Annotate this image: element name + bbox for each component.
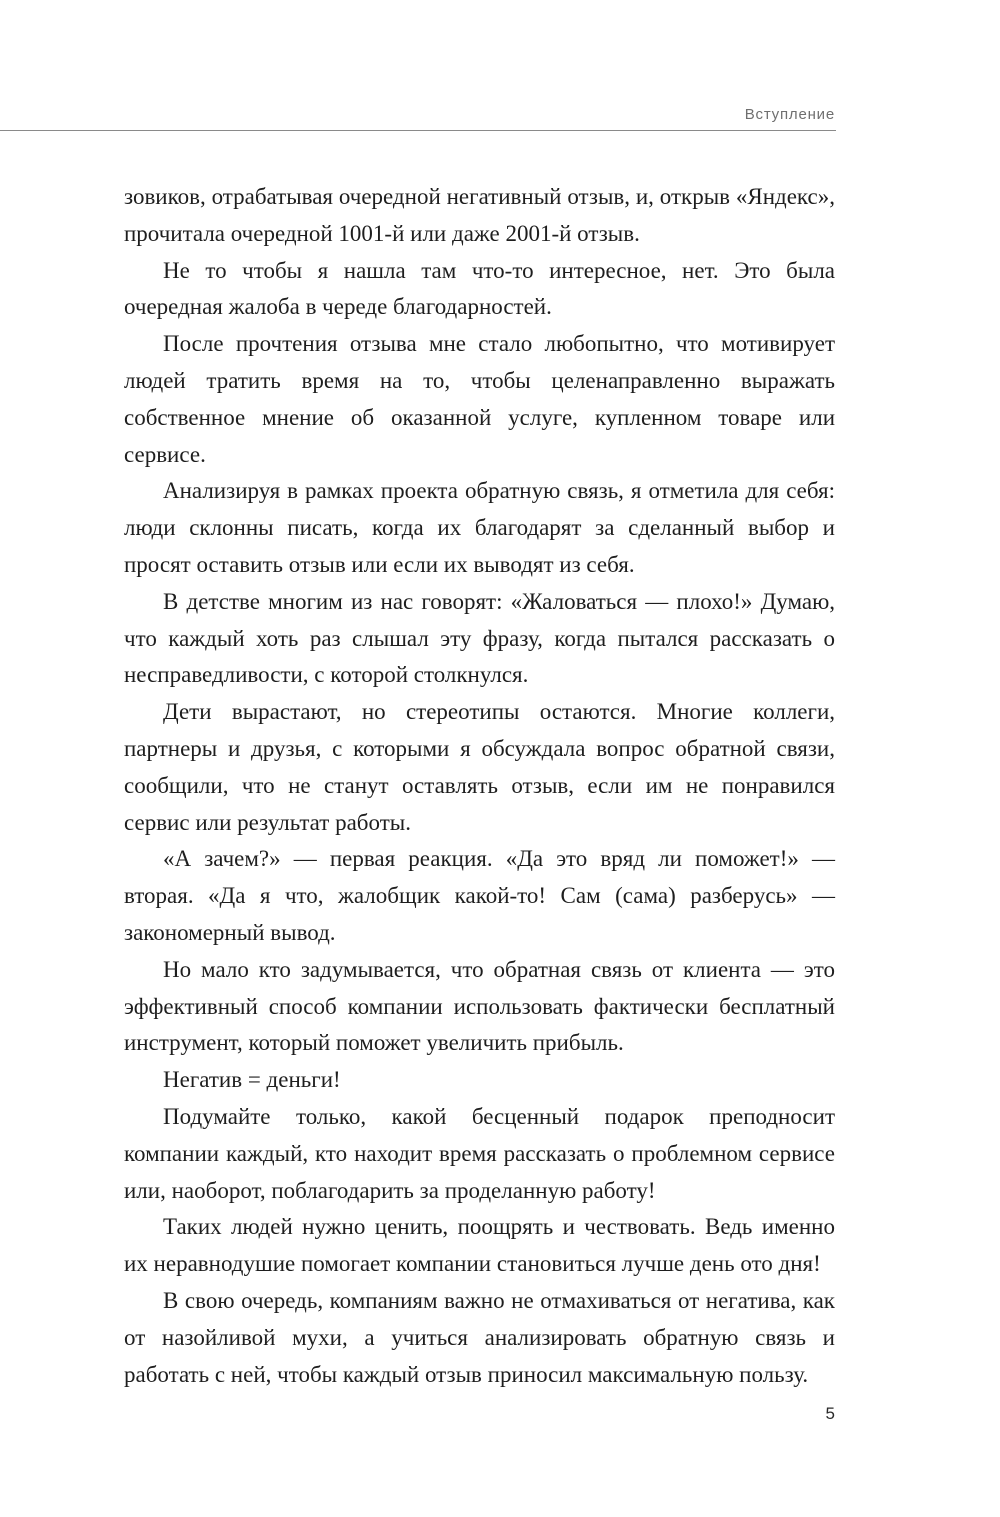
body-text bbox=[124, 179, 835, 1393]
paragraph: Дети вырастают, но стереотипы остаются. Многие коллеги, партнеры и друзья, с которыми я обсуждала вопрос обратной связи, сообщили, что не станут оставлять отзыв, если им не понравился сервис или результат работы. bbox=[124, 699, 835, 835]
page-number: 5 bbox=[825, 1404, 835, 1423]
running-header-section-title: Вступление bbox=[744, 106, 835, 123]
header-divider bbox=[0, 130, 836, 131]
paragraph: Не то чтобы я нашла там что-то интересное, нет. Это была очередная жалоба в череде благодарностей. bbox=[124, 257, 835, 320]
paragraph: Негатив = деньги! bbox=[163, 1067, 341, 1093]
paragraph: Таких людей нужно ценить, поощрять и чествовать. Ведь именно их неравнодушие помогает компании становиться лучше день ото дня! bbox=[124, 1214, 835, 1277]
paragraph: «А зачем?» — первая реакция. «Да это вряд ли поможет!» — вторая. «Да я что, жалобщик какой-то! Сам (сама) разберусь» — закономерный вывод. bbox=[124, 846, 835, 945]
paragraph-continued: зовиков, отрабатывая очередной негативный отзыв, и, открыв «Яндекс», прочитала очередной 1001-й или даже 2001-й отзыв. bbox=[124, 184, 835, 246]
paragraph: В детстве многим из нас говорят: «Жаловаться — плохо!» Думаю, что каждый хоть раз слышал эту фразу, когда пытался рассказать о несправедливости, с которой столкнулся. bbox=[124, 588, 835, 688]
paragraph: Анализируя в рамках проекта обратную связь, я отметила для себя: люди склонны писать, когда их благодарят за сделанный выбор и просят оставить отзыв или если их выводят из себя. bbox=[124, 478, 835, 577]
paragraph: После прочтения отзыва мне стало любопытно, что мотивирует людей тратить время на то, чтобы целенаправленно выражать собственное мнение об оказанной услуге, купленном товаре или сервисе. bbox=[124, 331, 835, 467]
paragraph: Подумайте только, какой бесценный подарок преподносит компании каждый, кто находит время рассказать о проблемном сервисе или, наоборот, поблагодарить за проделанную работу! bbox=[124, 1103, 835, 1203]
paragraph: В свою очередь, компаниям важно не отмахиваться от негатива, как от назойливой мухи, а учиться анализировать обратную связь и работать с ней, чтобы каждый отзыв приносил максимальную пользу. bbox=[124, 1287, 835, 1387]
paragraph: Но мало кто задумывается, что обратная связь от клиента — это эффективный способ компании использовать фактически бесплатный инструмент, который поможет увеличить прибыль. bbox=[124, 956, 835, 1056]
